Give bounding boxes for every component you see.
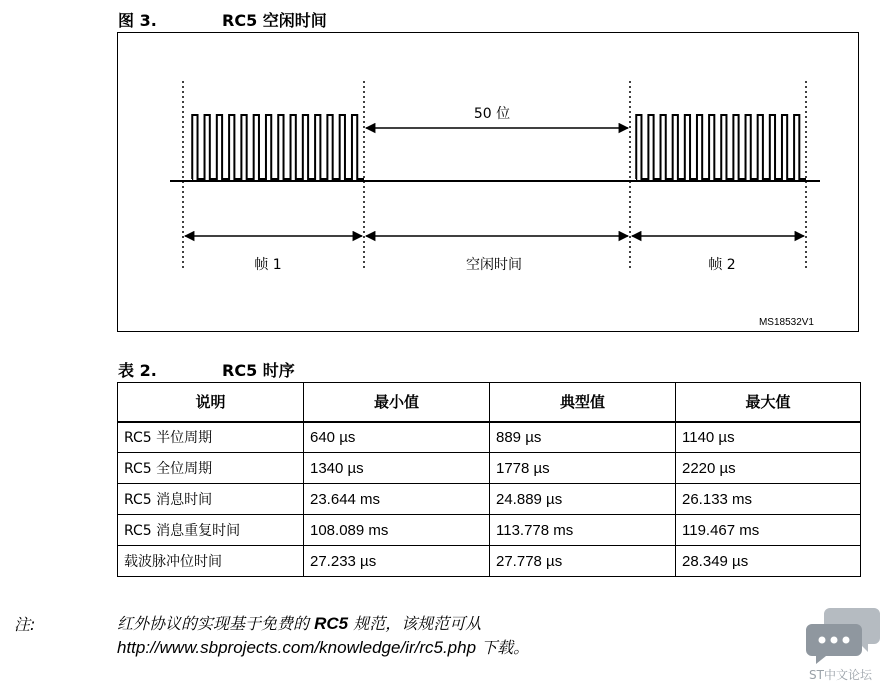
- cell-max: 2220 µs: [676, 453, 861, 484]
- table-row: [118, 546, 861, 577]
- cell-typical: 24.889 µs: [490, 484, 676, 515]
- note-line-1: [117, 612, 529, 636]
- frame1-label: 帧 1: [254, 257, 282, 273]
- cell-description: RC5 消息重复时间: [118, 515, 304, 546]
- cell-min: 640 µs: [304, 422, 490, 453]
- table-header-row: [118, 383, 861, 422]
- frame1-pulses: [192, 115, 364, 179]
- note-rc5-emphasis: RC5: [314, 614, 349, 633]
- note-line-2: [117, 636, 529, 660]
- figure-ref-code: MS18532V1: [758, 317, 814, 328]
- cell-min: 23.644 ms: [304, 484, 490, 515]
- header-max: 最大值: [676, 383, 861, 422]
- cell-typical: 1778 µs: [490, 453, 676, 484]
- table-row: [118, 484, 861, 515]
- note-line2-post: 下载。: [476, 638, 530, 657]
- frame2-label: 帧 2: [708, 257, 736, 273]
- note-url-link[interactable]: http://www.sbprojects.com/knowledge/ir/rc5.php: [117, 638, 477, 657]
- figure-title: RC5 空闲时间: [222, 11, 327, 30]
- frame2-pulses: [636, 115, 806, 179]
- note-line1-pre: 红外协议的实现基于免费的: [117, 614, 315, 633]
- cell-description: RC5 消息时间: [118, 484, 304, 515]
- cell-max: 119.467 ms: [676, 515, 861, 546]
- cell-description: 载波脉冲位时间: [118, 546, 304, 577]
- figure-number: 图 3.: [118, 11, 157, 30]
- header-description: 说明: [118, 383, 304, 422]
- cell-typical: 27.778 µs: [490, 546, 676, 577]
- cell-max: 26.133 ms: [676, 484, 861, 515]
- cell-min: 27.233 µs: [304, 546, 490, 577]
- header-typical: 典型值: [490, 383, 676, 422]
- cell-min: 1340 µs: [304, 453, 490, 484]
- note-line1-post: 规范，该规范可从: [348, 614, 482, 633]
- note-body: [117, 612, 529, 660]
- table-number: 表 2.: [118, 361, 157, 380]
- table-row: [118, 515, 861, 546]
- note-label: 注:: [14, 615, 36, 634]
- cell-typical: 889 µs: [490, 422, 676, 453]
- chat-bubbles-icon: [806, 604, 882, 666]
- waveform-figure: [117, 32, 859, 332]
- cell-max: 1140 µs: [676, 422, 861, 453]
- header-min: 最小值: [304, 383, 490, 422]
- table-row: [118, 453, 861, 484]
- table-title: RC5 时序: [222, 361, 295, 380]
- table-row: [118, 422, 861, 453]
- forum-watermark: [806, 604, 882, 684]
- cell-max: 28.349 µs: [676, 546, 861, 577]
- bits-label: 50 位: [473, 106, 511, 122]
- waveform-diagram: [118, 33, 860, 333]
- idle-label: 空闲时间: [466, 257, 522, 273]
- watermark-text: ST中文论坛: [809, 668, 872, 682]
- rc5-timing-table: [117, 382, 861, 577]
- cell-typical: 113.778 ms: [490, 515, 676, 546]
- cell-min: 108.089 ms: [304, 515, 490, 546]
- cell-description: RC5 全位周期: [118, 453, 304, 484]
- cell-description: RC5 半位周期: [118, 422, 304, 453]
